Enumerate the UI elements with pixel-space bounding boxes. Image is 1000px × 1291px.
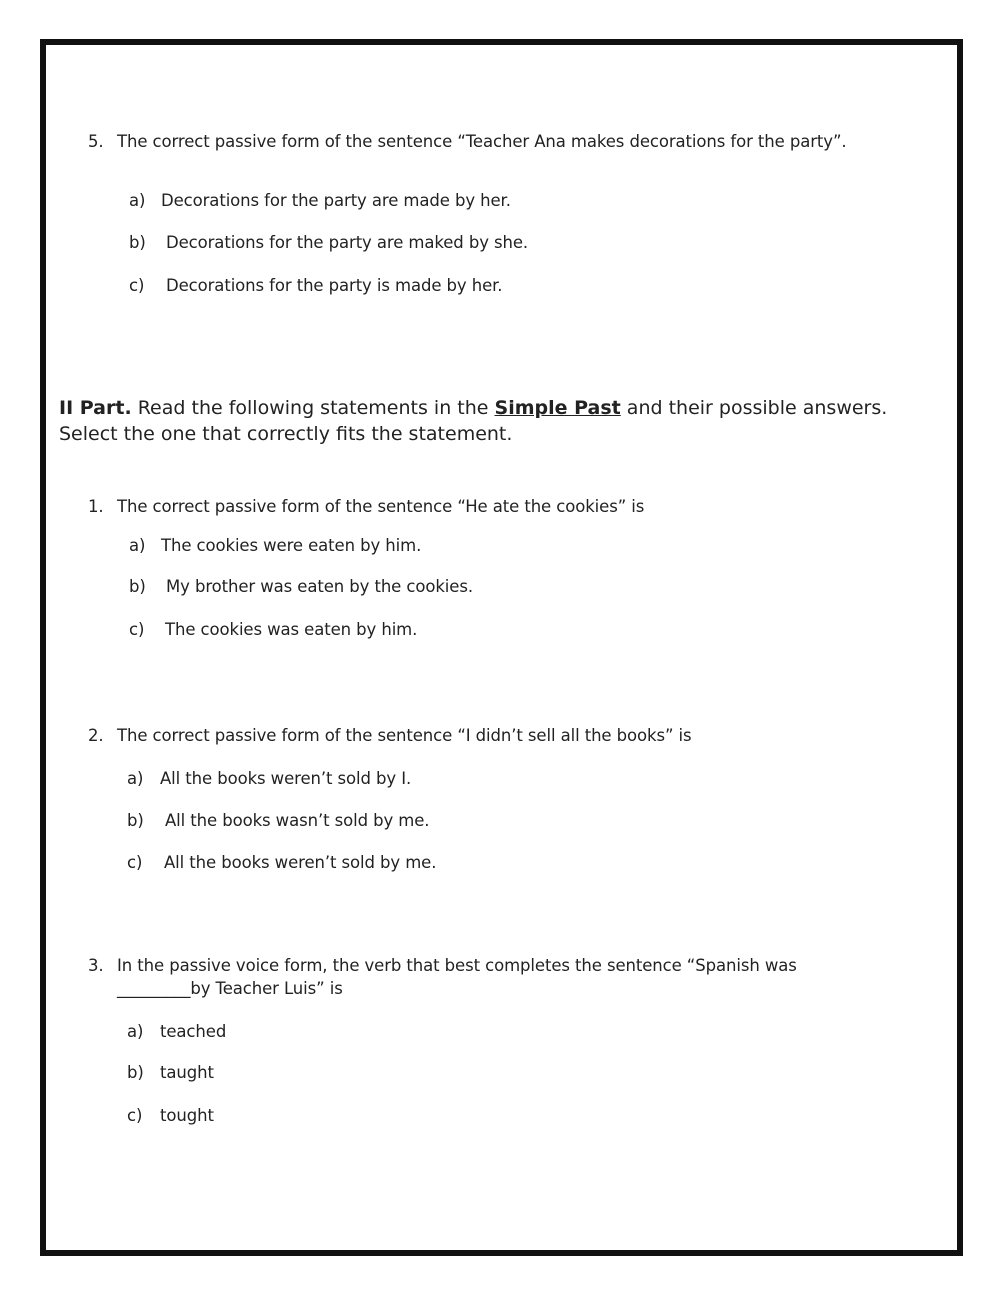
option-text: All the books wasn’t sold by me. [165,811,430,830]
option-letter: c) [127,853,143,872]
option-text: teached [160,1022,227,1041]
question-text-line-2: _________by Teacher Luis” is [117,979,343,998]
option-letter: b) [127,811,144,830]
option-letter: c) [129,620,145,639]
option-letter: c) [127,1106,143,1125]
option-letter: c) [129,276,145,295]
question-text-line-1: In the passive voice form, the verb that best completes the sentence “Spanish was [117,956,797,975]
option-text: All the books weren’t sold by I. [160,769,412,788]
question-number: 2. [88,726,104,745]
option-text: Decorations for the party are made by her. [161,191,511,210]
option-text: tought [160,1106,214,1125]
option-letter: a) [129,191,146,210]
option-text: taught [160,1063,214,1082]
part-2-instructions [59,395,949,447]
part-2-label: II Part. [59,397,132,419]
option-text: The cookies was eaten by him. [165,620,418,639]
question-text: The correct passive form of the sentence “He ate the cookies” is [117,497,645,516]
part-2-intro-after: and their possible answers. Select the one that correctly fits the statement. [59,397,888,445]
option-text: All the books weren’t sold by me. [164,853,437,872]
option-text: The cookies were eaten by him. [161,536,422,555]
option-letter: b) [129,577,146,596]
option-letter: a) [127,1022,144,1041]
option-letter: b) [127,1063,144,1082]
question-number: 1. [88,497,104,516]
option-letter: a) [127,769,144,788]
part-2-intro-before: Read the following statements in the [131,397,495,419]
option-letter: a) [129,536,146,555]
question-text: The correct passive form of the sentence “I didn’t sell all the books” is [117,726,692,745]
question-5-text: The correct passive form of the sentence “Teacher Ana makes decorations for the party”. [117,132,847,151]
part-2-emphasis: Simple Past [494,397,621,419]
option-letter: b) [129,233,146,252]
question-number: 3. [88,956,104,975]
option-text: My brother was eaten by the cookies. [166,577,473,596]
option-text: Decorations for the party is made by her. [166,276,503,295]
question-5-number: 5. [88,132,104,151]
option-text: Decorations for the party are maked by she. [166,233,529,252]
